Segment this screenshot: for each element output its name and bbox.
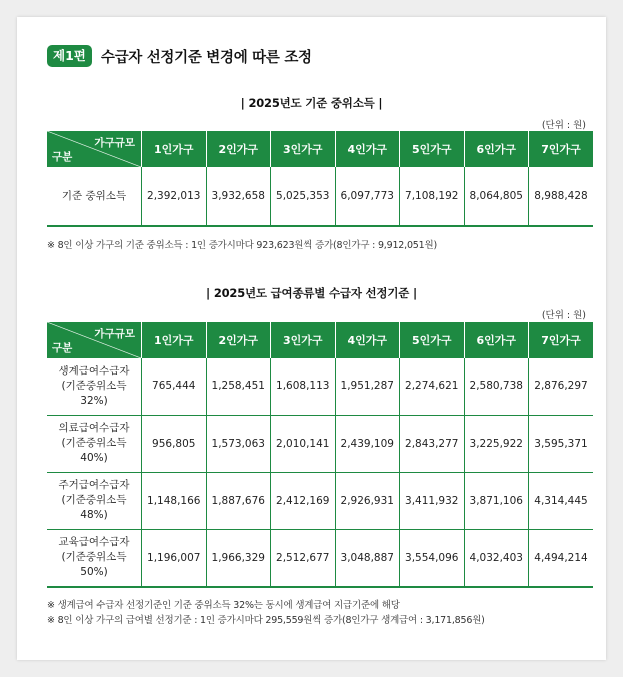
section1-unit: (단위 : 원) bbox=[541, 120, 586, 131]
table-cell: 2,010,141 bbox=[271, 415, 336, 472]
table-cell: 4,494,214 bbox=[529, 529, 594, 587]
table-cell: 3,048,887 bbox=[335, 529, 400, 587]
section2-note-2: ※ 8인 이상 가구의 급여별 선정기준 : 1인 증가시마다 295,559원씩 증가(8인가구 생계급여 : 3,171,856원) bbox=[47, 615, 485, 626]
table-row bbox=[47, 415, 593, 472]
table-cell: 3,595,371 bbox=[529, 415, 594, 472]
column-header: 5인가구 bbox=[400, 322, 465, 358]
table-cell: 2,412,169 bbox=[271, 472, 336, 529]
row-label bbox=[47, 472, 142, 529]
benefit-criteria-table bbox=[47, 322, 593, 588]
column-header: 7인가구 bbox=[529, 322, 594, 358]
row-label-main: 생계급여수급자 bbox=[58, 364, 130, 377]
row-label-main: 의료급여수급자 bbox=[58, 422, 130, 434]
table-cell: 3,225,922 bbox=[464, 415, 529, 472]
column-header: 5인가구 bbox=[400, 131, 465, 167]
row-label-sub: (기준중위소득 50%) bbox=[61, 551, 127, 579]
table-cell: 1,951,287 bbox=[335, 358, 400, 415]
corner-bottom-label: 구분 bbox=[52, 151, 73, 163]
corner-top-label: 가구규모 bbox=[94, 137, 135, 149]
table-cell: 2,274,621 bbox=[400, 358, 465, 415]
table-cell: 2,926,931 bbox=[335, 472, 400, 529]
page-header bbox=[47, 44, 312, 68]
row-label: 기준 중위소득 bbox=[47, 167, 142, 226]
table-cell: 1,966,329 bbox=[206, 529, 271, 587]
table-cell: 956,805 bbox=[142, 415, 207, 472]
section2-title: | 2025년도 급여종류별 수급자 선정기준 | bbox=[206, 286, 417, 300]
table-row bbox=[47, 167, 593, 226]
table-cell: 1,148,166 bbox=[142, 472, 207, 529]
median-income-table bbox=[47, 131, 593, 227]
row-label-main: 교육급여수급자 bbox=[58, 536, 130, 549]
table-cell: 8,064,805 bbox=[464, 167, 529, 226]
table-header-row bbox=[47, 322, 593, 358]
table-cell: 765,444 bbox=[142, 358, 207, 415]
column-header: 4인가구 bbox=[335, 131, 400, 167]
row-label bbox=[47, 415, 142, 472]
table-cell: 7,108,192 bbox=[400, 167, 465, 226]
column-header: 6인가구 bbox=[464, 131, 529, 167]
column-header: 1인가구 bbox=[142, 322, 207, 358]
page-title: 수급자 선정기준 변경에 따른 조정 bbox=[100, 49, 312, 66]
table-cell: 2,392,013 bbox=[142, 167, 207, 226]
chapter-badge: 제1편 bbox=[47, 45, 92, 67]
row-label-sub: (기준중위소득 40%) bbox=[61, 437, 127, 464]
table-cell: 4,314,445 bbox=[529, 472, 594, 529]
table-cell: 3,932,658 bbox=[206, 167, 271, 226]
section2-note-1: ※ 생계급여 수급자 선정기준인 기준 중위소득 32%는 동시에 생계급여 지급기준에 해당 bbox=[47, 600, 400, 611]
row-label-sub: (기준중위소득 32%) bbox=[61, 379, 127, 407]
table-cell: 3,871,106 bbox=[464, 472, 529, 529]
table-cell: 8,988,428 bbox=[529, 167, 594, 226]
section2-unit: (단위 : 원) bbox=[541, 310, 586, 321]
table-cell: 6,097,773 bbox=[335, 167, 400, 226]
corner-header bbox=[47, 131, 142, 167]
row-label bbox=[47, 358, 142, 415]
table-cell: 2,843,277 bbox=[400, 415, 465, 472]
table-cell: 1,887,676 bbox=[206, 472, 271, 529]
table-row bbox=[47, 529, 593, 587]
table-cell: 2,439,109 bbox=[335, 415, 400, 472]
table-cell: 3,411,932 bbox=[400, 472, 465, 529]
section1-note: ※ 8인 이상 가구의 기준 중위소득 : 1인 증가시마다 923,623원씩 증가(8인가구 : 9,912,051원) bbox=[47, 240, 437, 251]
column-header: 2인가구 bbox=[206, 322, 271, 358]
table-cell: 2,580,738 bbox=[464, 358, 529, 415]
table-header-row bbox=[47, 131, 593, 167]
table-cell: 2,512,677 bbox=[271, 529, 336, 587]
table-cell: 1,258,451 bbox=[206, 358, 271, 415]
column-header: 2인가구 bbox=[206, 131, 271, 167]
row-label-sub: (기준중위소득 48%) bbox=[61, 494, 127, 521]
table-cell: 3,554,096 bbox=[400, 529, 465, 587]
table-cell: 5,025,353 bbox=[271, 167, 336, 226]
corner-header bbox=[47, 322, 142, 358]
table-row bbox=[47, 358, 593, 415]
row-label bbox=[47, 529, 142, 587]
column-header: 7인가구 bbox=[529, 131, 594, 167]
table-cell: 1,608,113 bbox=[271, 358, 336, 415]
column-header: 1인가구 bbox=[142, 131, 207, 167]
column-header: 3인가구 bbox=[271, 131, 336, 167]
column-header: 4인가구 bbox=[335, 322, 400, 358]
document-card bbox=[17, 17, 606, 660]
corner-top-label: 가구규모 bbox=[94, 328, 135, 340]
table-cell: 1,196,007 bbox=[142, 529, 207, 587]
table-cell: 2,876,297 bbox=[529, 358, 594, 415]
corner-bottom-label: 구분 bbox=[52, 342, 73, 354]
table-row bbox=[47, 472, 593, 529]
row-label-main: 주거급여수급자 bbox=[58, 479, 130, 491]
column-header: 6인가구 bbox=[464, 322, 529, 358]
table-cell: 1,573,063 bbox=[206, 415, 271, 472]
section1-title: | 2025년도 기준 중위소득 | bbox=[240, 96, 383, 110]
table-cell: 4,032,403 bbox=[464, 529, 529, 587]
column-header: 3인가구 bbox=[271, 322, 336, 358]
